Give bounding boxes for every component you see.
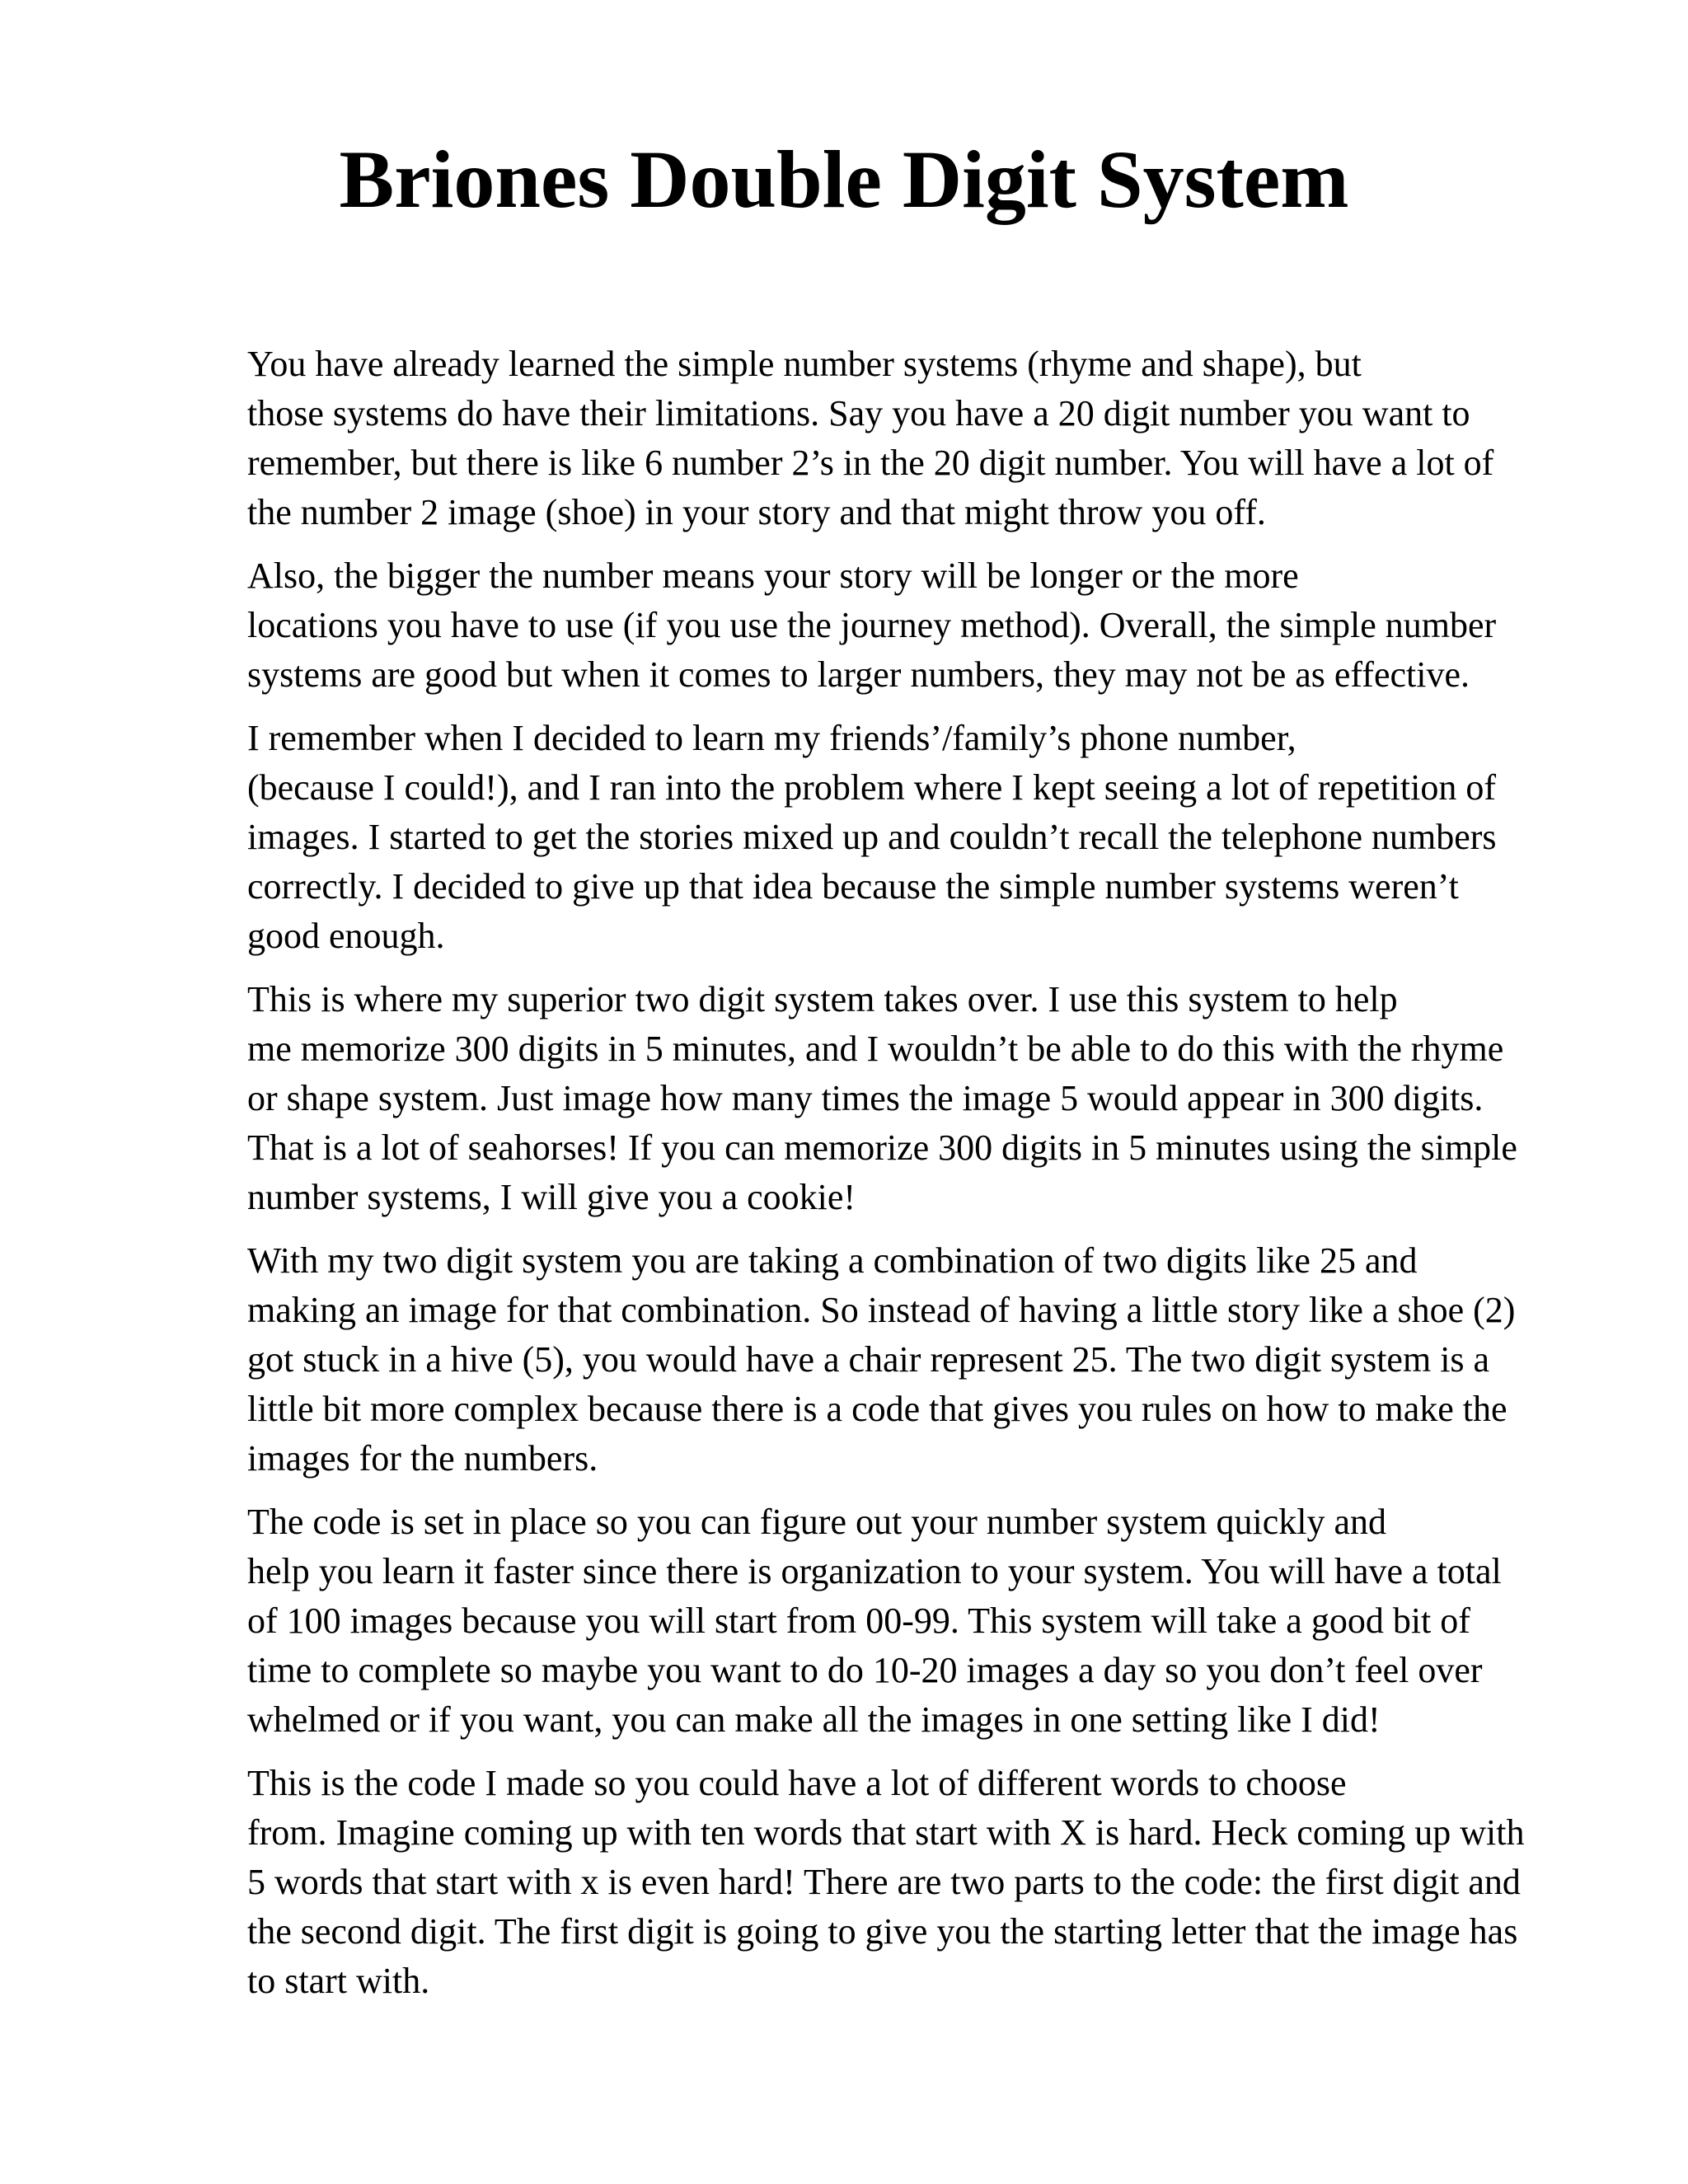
text-line: number systems, I will give you a cookie!: [247, 1177, 856, 1217]
paragraph-4: [124, 975, 1574, 1222]
text-line: to start with.: [247, 1961, 430, 2001]
text-line: You have already learned the simple number systems (rhyme and shape), but: [247, 344, 1362, 384]
text-line: (because I could!), and I ran into the problem where I kept seeing a lot of repetition of: [247, 767, 1496, 808]
text-line: the number 2 image (shoe) in your story and that might throw you off.: [247, 492, 1266, 532]
text-line: images for the numbers.: [247, 1438, 598, 1479]
body-text: [124, 340, 1574, 2020]
text-line: from. Imagine coming up with ten words that start with X is hard. Heck coming up with: [247, 1812, 1525, 1853]
text-line: systems are good but when it comes to larger numbers, they may not be as effective.: [247, 654, 1470, 695]
paragraph-3: [124, 714, 1574, 961]
text-line: those systems do have their limitations. Say you have a 20 digit number you want to: [247, 393, 1470, 434]
text-line: making an image for that combination. So instead of having a little story like a shoe (2): [247, 1290, 1516, 1330]
text-line: Also, the bigger the number means your story will be longer or the more: [247, 555, 1299, 596]
text-line: images. I started to get the stories mixed up and couldn’t recall the telephone numbers: [247, 817, 1497, 857]
text-line: the second digit. The first digit is going to give you the starting letter that the image has: [247, 1911, 1518, 1952]
paragraph-1: [124, 340, 1574, 537]
text-line: got stuck in a hive (5), you would have a chair represent 25. The two digit system is a: [247, 1339, 1490, 1380]
text-line: help you learn it faster since there is organization to your system. You will have a total: [247, 1551, 1502, 1591]
text-line: good enough.: [247, 916, 445, 956]
paragraph-2: [124, 551, 1574, 700]
text-line: time to complete so maybe you want to do 10-20 images a day so you don’t feel over: [247, 1650, 1483, 1690]
paragraph-6: [124, 1497, 1574, 1745]
text-line: This is the code I made so you could have a lot of different words to choose: [247, 1763, 1347, 1803]
text-line: whelmed or if you want, you can make all the images in one setting like I did!: [247, 1699, 1381, 1740]
text-line: With my two digit system you are taking a combination of two digits like 25 and: [247, 1240, 1418, 1281]
text-line: This is where my superior two digit system takes over. I use this system to help: [247, 979, 1398, 1019]
text-line: locations you have to use (if you use the journey method). Overall, the simple number: [247, 605, 1497, 645]
text-line: That is a lot of seahorses! If you can memorize 300 digits in 5 minutes using the simple: [247, 1127, 1517, 1168]
text-line: remember, but there is like 6 number 2’s in the 20 digit number. You will have a lot of: [247, 443, 1494, 483]
paragraph-7: [124, 1759, 1574, 2006]
page-title: Briones Double Digit System: [339, 134, 1349, 225]
text-line: me memorize 300 digits in 5 minutes, and I wouldn’t be able to do this with the rhyme: [247, 1029, 1504, 1069]
text-line: The code is set in place so you can figure out your number system quickly and: [247, 1502, 1386, 1542]
paragraph-5: [124, 1236, 1574, 1483]
text-line: of 100 images because you will start from 00-99. This system will take a good bit of: [247, 1601, 1470, 1641]
text-line: I remember when I decided to learn my friends’/family’s phone number,: [247, 718, 1296, 758]
text-line: correctly. I decided to give up that idea because the simple number systems weren’t: [247, 866, 1459, 907]
text-line: or shape system. Just image how many times the image 5 would appear in 300 digits.: [247, 1078, 1484, 1118]
text-line: little bit more complex because there is a code that gives you rules on how to make the: [247, 1389, 1507, 1429]
text-line: 5 words that start with x is even hard! There are two parts to the code: the first digit and: [247, 1862, 1521, 1902]
